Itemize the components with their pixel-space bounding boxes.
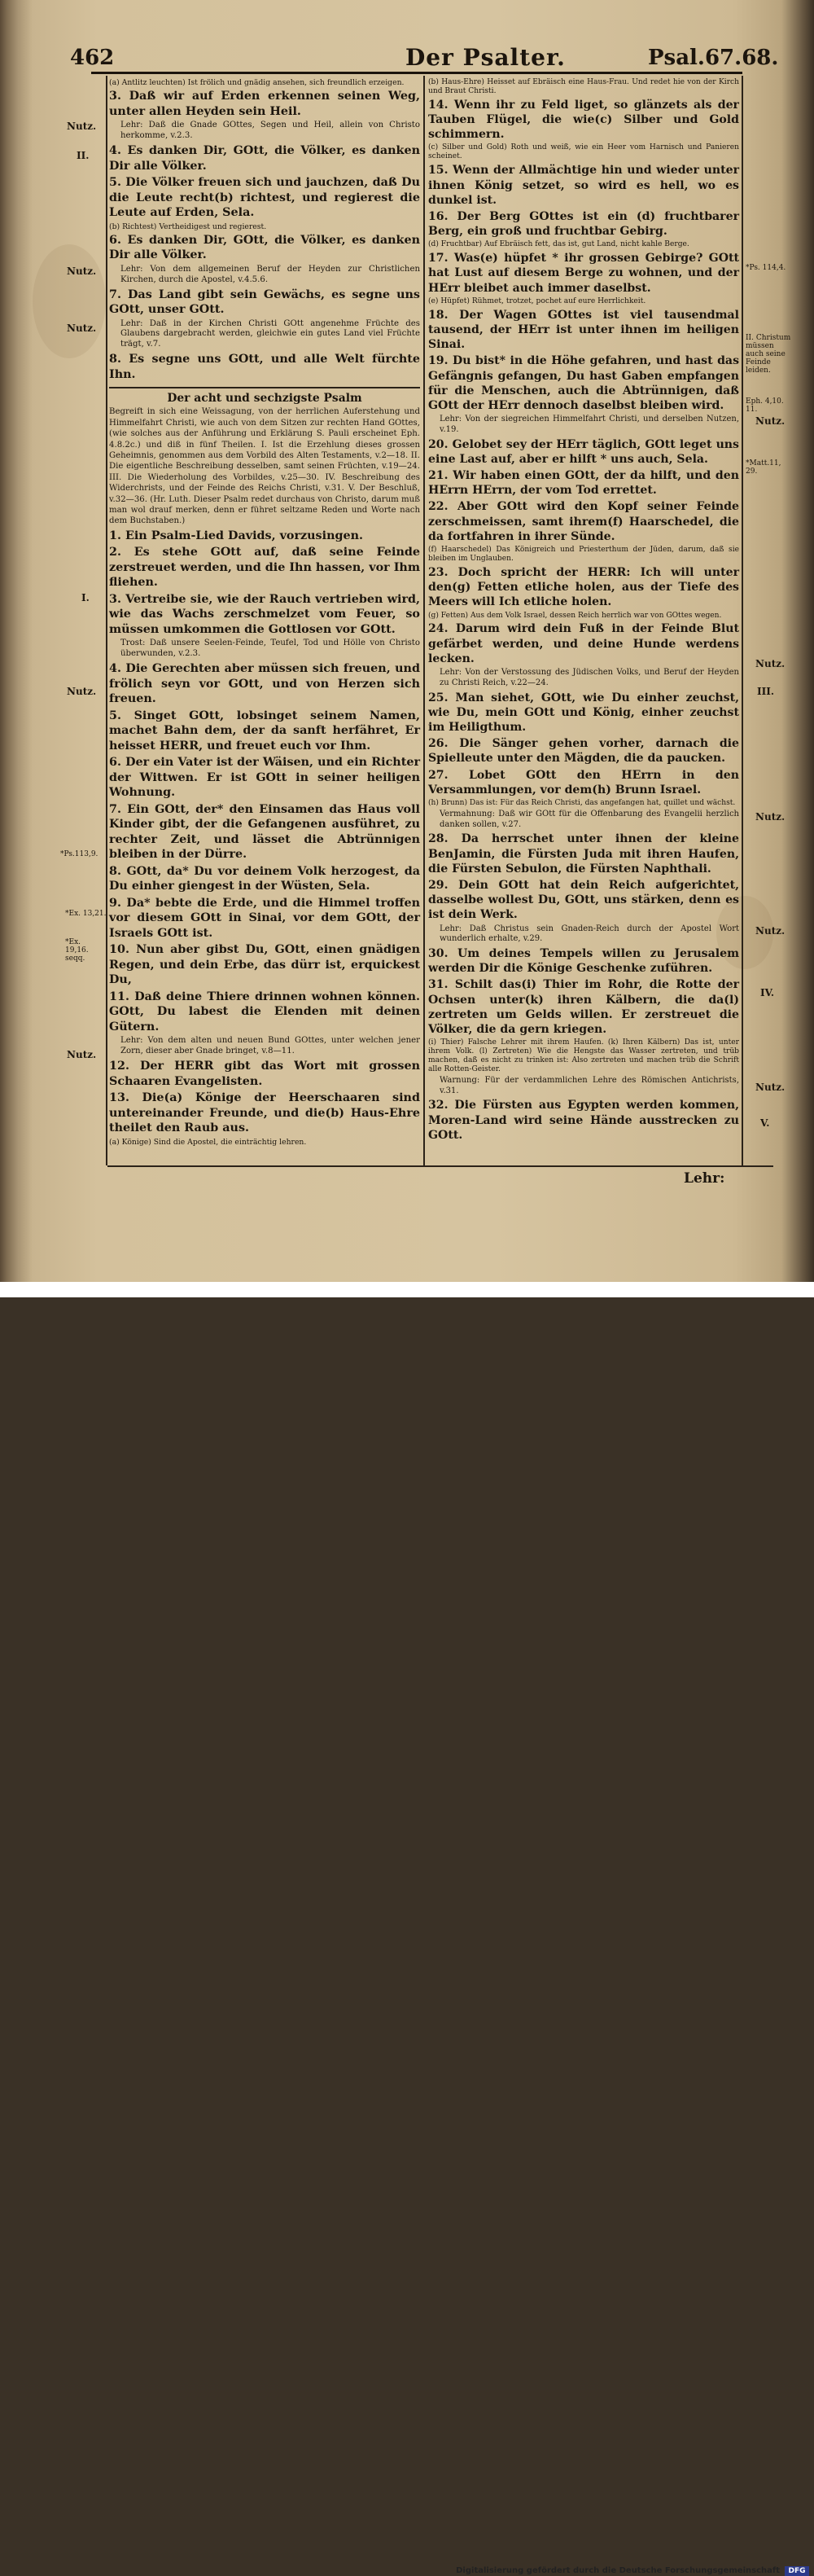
verse: 6. Es danken Dir, GOtt, die Völker, es danken Dir alle Völker. (109, 233, 420, 262)
verse: 8. Es segne uns GOtt, und alle Welt fürchte Ihn. (109, 353, 420, 381)
margin-note: II. Christum müssen auch seine Feinde leiden. (746, 334, 791, 375)
verse: 24. Darum wird dein Fuß in der Feinde Blut gefärbet werden, und deine Hunde werdens lecken. (428, 622, 739, 665)
margin-note: Nutz. (755, 1082, 786, 1093)
margin-note: Nutz. (755, 811, 786, 823)
verse: 18. Der Wagen GOttes ist viel tausendmal tausend, der HErr ist unter ihnen im heiligen Sinai. (428, 308, 739, 352)
verse: 15. Wenn der Allmächtige hin und wieder unter ihnen König setzet, so wird es hell, wo es dunkel ist. (428, 164, 739, 207)
margin-note: Nutz. (67, 121, 97, 132)
verse: 1. Ein Psalm-Lied Davids, vorzusingen. (109, 529, 364, 542)
psalm-argument: Begreift in sich eine Weissagung, von der herrlichen Auferstehung und Himmelfahrt Christi, wie auch von dem Sitzen zur rechten Hand GOttes, (wie solches aus der Anführung und Erklärung S. Pauli erscheinet Eph. 4.8.2c.) und diß in fünf Theilen. I. Ist die Erzehlung dieses grossen Geheimnis, genommen aus dem Vorbild des Alten Testaments, v.2—18. II. Die eigentliche Beschreibung desselben, samt seinen Früchten, v.19—24. III. Die Wiederholung des Vorbildes, v.25—30. IV. Beschreibung des Widerchrists, und der Feinde des Reichs Christi, v.31. V. Der Beschluß, v.32—36. (Hr. Luth. Dieser Psalm redet durchaus von Christo, darum muß man wol drauf merken, denn er führet seltzame Reden und Worte nach dem Buchstaben.) (109, 407, 420, 526)
page-number: 462 (70, 46, 115, 70)
margin-note: *Ex. 19,16. seqq. (65, 938, 89, 963)
footnote: (b) Richtest) Vertheidigest und regierest. (109, 222, 267, 231)
verse: 25. Man siehet, GOtt, wie Du einher zeuchst, wie Du, mein GOtt und König, einher zeuchst im Heiligthum. (428, 691, 739, 734)
header-rule (91, 72, 742, 74)
column-rule-right (742, 76, 743, 1165)
doctrine-note: Lehr: Daß in der Kirchen Christi GOtt angenehme Früchte des Glaubens dargebracht werden, gleichwie ein gutes Land viel Früchte trägt, v.7. (120, 318, 420, 349)
footnote: (d) Fruchtbar) Auf Ebräisch fett, das ist, gut Land, nicht kahle Berge. (428, 240, 689, 249)
verse: 27. Lobet GOtt den HErrn in den Versammlungen, vor dem(h) Brunn Israel. (428, 768, 739, 796)
verse: 5. Singet GOtt, lobsinget seinem Namen, machet Bahn dem, der da sanft herfähret, Er heisset HERR, und freuet euch vor Ihm. (109, 709, 420, 753)
verse: 21. Wir haben einen GOtt, der da hilft, und den HErrn HErrn, der vom Tod errettet. (428, 469, 739, 498)
doctrine-note: Trost: Daß unsere Seelen-Feinde, Teufel, Tod und Hölle von Christo überwunden, v.2.3. (120, 639, 420, 659)
doctrine-note: Lehr: Von der Verstossung des Jüdischen Volks, und Beruf der Heyden zu Christi Reich, v.22—24. (440, 668, 739, 687)
verse: 13. Die(a) Könige der Heerschaaren sind untereinander Freunde, und die(b) Haus-Ehre theilet den Raub aus. (109, 1091, 420, 1135)
verse: 28. Da herrschet unter ihnen der kleine BenJamin, die Fürsten Juda mit ihren Haufen, die Fürsten Sebulon, die Fürsten Naphthali. (428, 832, 739, 875)
psalm-reference: Psal.67.68. (648, 46, 779, 70)
verse: 32. Die Fürsten aus Egypten werden kommen, Moren-Land wird seine Hände ausstrecken zu GOtt. (428, 1099, 739, 1142)
margin-note: II. (77, 150, 90, 161)
footer-band (0, 1282, 814, 2575)
margin-note: Nutz. (67, 323, 97, 334)
verse: 3. Daß wir auf Erden erkennen seinen Weg, unter allen Heyden sein Heil. (109, 90, 420, 118)
margin-note: *Ps.113,9. (60, 850, 98, 858)
verse: 22. Aber GOtt wird den Kopf seiner Feinde zerschmeissen, samt ihrem(f) Haarschedel, die da fortfahren in ihrer Sünde. (428, 500, 739, 543)
margin-note: Nutz. (755, 415, 786, 427)
verse: 2. Es stehe GOtt auf, daß seine Feinde zerstreuet werden, und die Ihn hassen, vor Ihm fliehen. (109, 546, 420, 590)
margin-note: *Ps. 114,4. (746, 264, 786, 272)
footnote: (g) Fetten) Aus dem Volk Israel, dessen Reich herrlich war von GOttes wegen. (428, 611, 722, 620)
doctrine-note: Lehr: Von dem allgemeinen Beruf der Heyden zur Christlichen Kirchen, durch die Apostel, v.4.5.6. (120, 264, 420, 284)
verse: 17. Was(e) hüpfet * ihr grossen Gebirge? GOtt hat Lust auf diesem Berge zu wohnen, und der HErr bleibet auch immer daselbst. (428, 252, 739, 295)
margin-note: Nutz. (67, 686, 97, 697)
verse: 31. Schilt das(i) Thier im Rohr, die Rotte der Ochsen unter(k) ihren Kälbern, die da(l) zertreten um Gelds willen. Er zerstreuet die Völker, die da gern kriegen. (428, 978, 739, 1037)
verse: 9. Da* bebte die Erde, und die Himmel troffen vor diesem GOtt in Sinai, vor dem GOtt, der Israels GOtt ist. (109, 896, 420, 940)
margin-note: Nutz. (755, 925, 786, 937)
doctrine-note: Vermahnung: Daß wir GOtt für die Offenbarung des Evangelii herzlich danken sollen, v.27. (440, 809, 739, 829)
margin-note: *Ex. 13,21. (65, 910, 107, 918)
doctrine-note: Lehr: Daß Christus sein Gnaden-Reich durch der Apostel Wort wunderlich erhalte, v.29. (440, 924, 739, 944)
left-text-column (109, 78, 420, 1148)
footnote: (e) Hüpfet) Rühmet, trotzet, pochet auf eure Herrlichkeit. (428, 296, 646, 305)
margin-note: Eph. 4,10. 11. (746, 397, 784, 414)
footnote: (i) Thier) Falsche Lehrer mit ihrem Haufen. (k) Ihren Kälbern) Das ist, unter ihrem Volk. (l) Zertreten) Wie die Hengste das Wasser zertreten, und trüb machen, daß es nicht zu trinken ist: Also zertreten und machen trüb die Schrift alle Rotten-Geister. (428, 1038, 739, 1074)
verse: 20. Gelobet sey der HErr täglich, GOtt leget uns eine Last auf, aber er hilft * uns auch, Sela. (428, 437, 739, 466)
margin-note: *Matt.11, 29. (746, 459, 781, 476)
running-title: Der Psalter. (405, 44, 566, 71)
column-rule-left (106, 76, 107, 1165)
page-body (23, 0, 800, 1297)
verse: 12. Der HERR gibt das Wort mit grossen Schaaren Evangelisten. (109, 1060, 420, 1088)
footnote: (h) Brunn) Das ist: Für das Reich Christi, das angefangen hat, quillet und wächst. (428, 798, 736, 807)
verse: 4. Es danken Dir, GOtt, die Völker, es danken Dir alle Völker. (109, 144, 420, 173)
verse: 16. Der Berg GOttes ist ein (d) fruchtbarer Berg, ein groß und fruchtbar Gebirg. (428, 209, 739, 239)
verse: 23. Doch spricht der HERR: Ich will unter den(g) Fetten etliche holen, aus der Tiefe des Meers will Ich etliche holen. (428, 565, 739, 609)
footnote: (b) Haus-Ehre) Heisset auf Ebräisch eine Haus-Frau. Und redet hie von der Kirch und Braut Christi. (428, 78, 739, 95)
verse: 29. Dein GOtt hat dein Reich aufgerichtet, dasselbe wollest Du, GOtt, uns stärken, denn es ist dein Werk. (428, 878, 739, 922)
verse: 6. Der ein Vater ist der Wäisen, und ein Richter der Wittwen. Er ist GOtt in seiner heiligen Wohnung. (109, 756, 420, 800)
verse: 11. Daß deine Thiere drinnen wohnen können. GOtt, Du labest die Elenden mit deinen Gütern. (109, 990, 420, 1033)
footnote: (a) Könige) Sind die Apostel, die einträchtig lehren. (109, 1137, 307, 1147)
verse: 3. Vertreibe sie, wie der Rauch vertrieben wird, wie das Wachs zerschmelzet vom Feuer, so müssen umkommen die Gottlosen vor GOtt. (109, 592, 420, 636)
verse: 5. Die Völker freuen sich und jauchzen, daß Du die Leute recht(b) richtest, und regierest die Leute auf Erden, Sela. (109, 176, 420, 219)
verse: 10. Nun aber gibst Du, GOtt, einen gnädigen Regen, und dein Erbe, das dürr ist, erquickest Du, (109, 943, 420, 987)
footnote: (c) Silber und Gold) Roth und weiß, wie ein Heer vom Harnisch und Panieren scheinet. (428, 143, 739, 161)
margin-note: I. (81, 592, 90, 603)
right-text-column (428, 78, 739, 1144)
margin-note: V. (760, 1117, 770, 1129)
doctrine-note: Lehr: Von der siegreichen Himmelfahrt Christi, und derselben Nutzen, v.19. (440, 415, 739, 434)
dfg-credit: Digitalisierung gefördert durch die Deutsche Forschungsgemeinschaft (456, 2566, 780, 2575)
margin-note: IV. (760, 987, 775, 998)
bottom-rule (107, 1165, 773, 1167)
verse: 30. Um deines Tempels willen zu Jerusalem werden Dir die Könige Geschenke zuführen. (428, 947, 739, 976)
verse: 8. GOtt, da* Du vor deinem Volk herzogest, da Du einher giengest in der Wüsten, Sela. (109, 864, 420, 893)
page-header (23, 41, 800, 75)
verse: 26. Die Sänger gehen vorher, darnach die Spielleute unter den Mägden, die da paucken. (428, 737, 739, 766)
dfg-logo: DFG (785, 2566, 809, 2576)
margin-note: Nutz. (67, 265, 97, 277)
column-rule-middle (423, 76, 425, 1165)
margin-note: Nutz. (755, 658, 786, 669)
verse: 7. Das Land gibt sein Gewächs, es segne uns GOtt, unser GOtt. (109, 287, 420, 316)
psalm-heading: Der acht und sechzigste Psalm (109, 387, 420, 405)
doctrine-note: Warnung: Für der verdammlichen Lehre des Römischen Antichrists, v.31. (440, 1075, 739, 1095)
verse: 19. Du bist* in die Höhe gefahren, und hast das Gefängnis gefangen, Du hast Gaben empfangen für die Menschen, auch die Abtrünnigen, daß GOtt der HErr dennoch daselbst bleiben wird. (428, 354, 739, 412)
catchword: Lehr: (684, 1170, 725, 1187)
verse: 7. Ein GOtt, der* den Einsamen das Haus voll Kinder gibt, der die Gefangenen ausführet, zu rechter Zeit, und lässet die Abtrünnigen bleiben in der Dürre. (109, 802, 420, 862)
verse: 4. Die Gerechten aber müssen sich freuen, und frölich seyn vor GOtt, und von Herzen sich freuen. (109, 662, 420, 706)
verse: 14. Wenn ihr zu Feld liget, so glänzets als der Tauben Flügel, die wie(c) Silber und Gold schimmern. (428, 98, 739, 142)
doctrine-note: Lehr: Von dem alten und neuen Bund GOttes, unter welchen jener Zorn, dieser aber Gnade bringet, v.8—11. (120, 1036, 420, 1056)
doctrine-note: Lehr: Daß die Gnade GOttes, Segen und Heil, allein von Christo herkomme, v.2.3. (120, 121, 420, 141)
margin-note: III. (757, 686, 775, 697)
margin-note: Nutz. (67, 1049, 97, 1060)
footnote: (f) Haarschedel) Das Königreich und Priesterthum der Jüden, darum, daß sie bleiben im Unglauben. (428, 546, 739, 563)
footnote: (a) Antlitz leuchten) Ist frölich und gnädig ansehen, sich freundlich erzeigen. (109, 78, 405, 87)
